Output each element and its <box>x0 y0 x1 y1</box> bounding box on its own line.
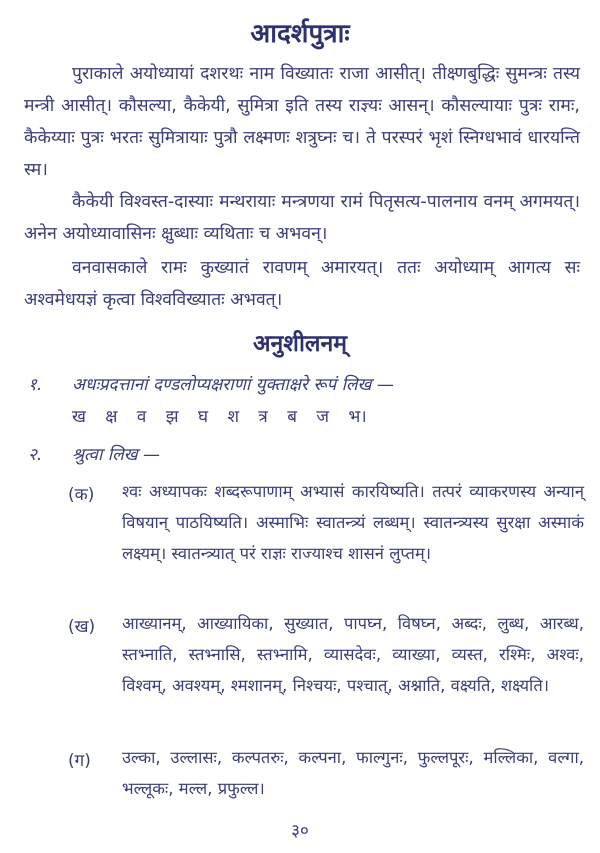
paragraph-2: कैकेयी विश्वस्त-दास्याः मन्थरायाः मन्त्रणया रामं पितृसत्य-पालनाय वनम् अगमयत्। अनेन अयोध्यावासिनः क्षुब्धाः व्यथिताः च अभवन्। <box>24 192 580 244</box>
exercise-2b-text: आख्यानम्, आख्यायिका, सुख्यात, पापघ्न, विषघ्न, अब्दः, लुब्ध, आरब्ध, स्तभ्नाति, स्तभ्नासि, स्तभ्नामि, व्यासदेवः, व्याख्या, व्यस्त, रश्मिः, अश्वः, विश्वम्, अवश्यम्, श्मशानम्, निश्चयः, पश्चात्, अश्नाति, वक्ष्यति, शक्ष्यति। <box>122 614 584 695</box>
exercise-2-instruction: श्रुत्वा लिख — <box>72 445 161 465</box>
exercise-1-number: १. <box>28 375 43 395</box>
exercise-2c-text: उल्का, उल्लासः, कल्पतरुः, कल्पना, फाल्गुनः, फुल्लपूरः, मल्लिका, वल्गा, भल्लूकः, मल्ल, प्रफुल्ल। <box>122 748 584 798</box>
exercise-2c-label: (ग) <box>68 751 91 771</box>
exercise-heading: अनुशीलनम् <box>252 331 348 357</box>
exercise-2b-label: (ख) <box>68 617 96 637</box>
exercise-2a-label: (क) <box>68 485 95 505</box>
page-number: ३० <box>291 821 309 841</box>
exercise-2a-text: श्वः अध्यापकः शब्दरूपाणाम् अभ्यासं कारयिष्यति। तत्परं व्याकरणस्य अन्यान् विषयान् पाठयिष्यति। अस्माभिः स्वातन्त्र्यं लब्धम्। स्वातन्त्र्यस्य सुरक्षा अस्माकं लक्ष्यम्। स्वातन्त्र्यात् परं राज्ञः राज्याश्च शासनं लुप्तम्। <box>122 482 584 563</box>
paragraph-1: पुराकाले अयोध्यायां दशरथः नाम विख्यातः राजा आसीत्। तीक्ष्णबुद्धिः सुमन्त्रः तस्य मन्त्री आसीत्। कौसल्या, कैकेयी, सुमित्रा इति तस्य राज्ञ्यः आसन्। कौसल्यायाः पुत्रः रामः, कैकेय्याः पुत्रः भरतः सुमित्रायाः पुत्रौ लक्ष्मणः शत्रुघ्नः च। ते परस्परं भृशं स्निग्धभावं धारयन्ति स्म। <box>24 64 580 180</box>
paragraph-3: वनवासकाले रामः कुख्यातं रावणम् अमारयत्। ततः अयोध्याम् आगत्य सः अश्वमेधयज्ञं कृत्वा विश्वविख्यातः अभवत्। <box>24 258 580 310</box>
exercise-1-letters: ख क्ष व झ घ श त्र ब ज भ। <box>72 407 367 427</box>
exercise-1-instruction: अधःप्रदत्तानां दण्डलोप्यक्षराणां युक्ताक्षरे रूपं लिख — <box>72 375 394 395</box>
exercise-2-number: २. <box>28 445 43 465</box>
lesson-title: आदर्शपुत्राः <box>250 19 350 49</box>
